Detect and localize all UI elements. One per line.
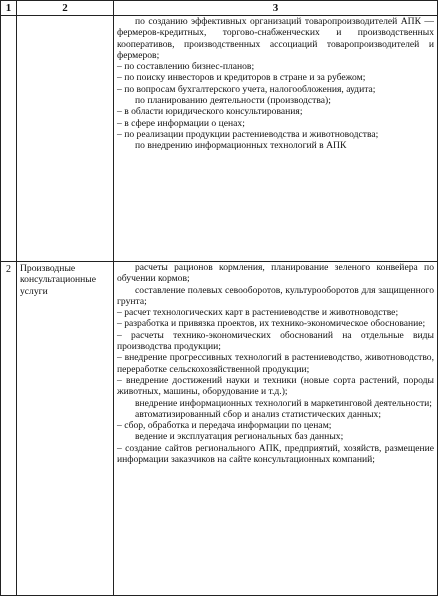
row-number: 2 xyxy=(1,262,17,596)
list-item: – по составлению бизнес-планов; xyxy=(117,61,255,73)
list-item: – в области юридического консультирования; xyxy=(117,106,303,118)
list-item: – расчет технологических карт в растениеводстве и животноводстве; xyxy=(117,307,399,319)
list-item: – внедрение прогрессивных технологий в растениеводство, животноводство, переработке сельскохозяйственной продукции; xyxy=(117,352,434,375)
service-name xyxy=(17,16,114,262)
list-item: расчеты рационов кормления, планирование зеленого конвейера по обучении кормов; xyxy=(117,262,434,285)
row-number xyxy=(1,16,17,262)
header-row xyxy=(1,1,438,16)
list-item: – сбор, обработка и передача информации по ценам; xyxy=(117,420,332,432)
table-row xyxy=(1,16,438,262)
service-name: Производные консультационные услуги xyxy=(17,262,114,596)
list-item: по планированию деятельности (производства); xyxy=(135,95,331,107)
list-item: – по вопросам бухгалтерского учета, налогообложения, аудита; xyxy=(117,83,376,95)
list-item: – в сфере информации о ценах; xyxy=(117,117,245,129)
list-item: внедрение информационных технологий в маркетинговой деятельности; xyxy=(135,397,432,409)
header-col-2: 2 xyxy=(17,1,114,16)
list-item: ведение и эксплуатация региональных баз данных; xyxy=(135,431,344,443)
header-col-3: 3 xyxy=(114,1,438,16)
service-items xyxy=(114,262,438,596)
list-item: по внедрению информационных технологий в АПК xyxy=(135,140,347,152)
list-item: по созданию эффективных организаций товаропроизводителей АПК — фермеров-кредитных, торгово-снабженческих и производственных кооперативов, производственных ассоциаций товаропроизводителей и фермеров; xyxy=(117,16,434,61)
list-item: – разработка и привязка проектов, их технико-экономическое обоснование; xyxy=(117,318,426,330)
list-item: – внедрение достижений науки и техники (новые сорта растений, породы животных, машины, оборудование и т.д.); xyxy=(117,374,434,398)
list-item: составление полевых севооборотов, культурооборотов для защищенного грунта; xyxy=(117,284,434,307)
list-item: – создание сайтов регионального АПК, предприятий, хозяйств, размещение информации заказчиков на сайте консультационных компаний; xyxy=(117,442,434,466)
list-item: – по поиску инвесторов и кредиторов в стране и за рубежом; xyxy=(117,72,366,84)
list-item: – по реализации продукции растениеводства и животноводства; xyxy=(117,128,379,140)
service-items xyxy=(114,16,438,262)
header-col-1: 1 xyxy=(1,1,17,16)
table-row xyxy=(1,262,438,596)
list-item: – расчеты технико-экономических обоснований на отдельные виды производства продукции; xyxy=(117,329,434,353)
list-item: автоматизированный сбор и анализ статистических данных; xyxy=(135,408,381,420)
